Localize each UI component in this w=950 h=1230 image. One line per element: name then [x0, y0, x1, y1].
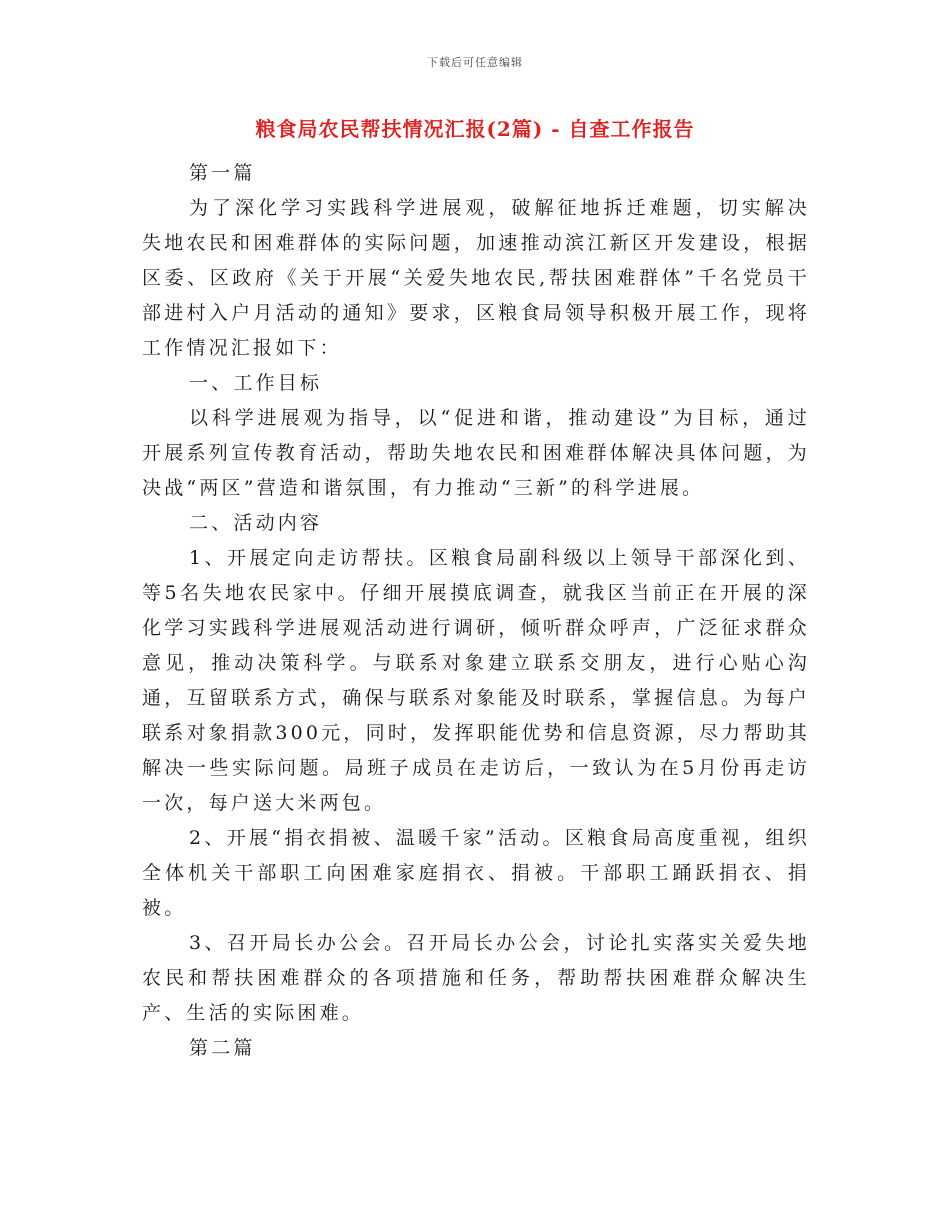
section-one-paragraph: 以科学进展观为指导，以“促进和谐，推动建设”为目标，通过开展系列宣传教育活动，帮助失地农民和困难群体解决具体问题，为决战“两区”营造和谐氛围，有力推动“三新”的科学进展。: [142, 407, 810, 499]
part-two-label: 第二篇: [189, 1037, 256, 1059]
item-two-paragraph: 2、开展“捐衣捐被、温暖千家”活动。区粮食局高度重视，组织全体机关干部职工向困难家庭捐衣、捐被。干部职工踊跃捐衣、捐被。: [142, 827, 810, 919]
document-title: 粮食局农民帮扶情况汇报(2篇) - 自查工作报告: [255, 117, 695, 141]
item-three-paragraph: 3、召开局长办公会。召开局长办公会，讨论扎实落实关爱失地农民和帮扶困难群众的各项措施和任务，帮助帮扶困难群众解决生产、生活的实际困难。: [142, 932, 810, 1024]
part-one-label: 第一篇: [189, 162, 256, 184]
item-one-paragraph: 1、开展定向走访帮扶。区粮食局副科级以上领导干部深化到、等5名失地农民家中。仔细开展摸底调查，就我区当前正在开展的深化学习实践科学进展观活动进行调研，倾听群众呼声，广泛征求群众意见，推动决策科学。与联系对象建立联系交朋友，进行心贴心沟通，互留联系方式，确保与联系对象能及时联系，掌握信息。为每户联系对象捐款300元，同时，发挥职能优势和信息资源，尽力帮助其解决一些实际问题。局班子成员在走访后，一致认为在5月份再走访一次，每户送大米两包。: [142, 547, 810, 814]
intro-paragraph: 为了深化学习实践科学进展观，破解征地拆迁难题，切实解决失地农民和困难群体的实际问题，加速推动滨江新区开发建设，根据区委、区政府《关于开展“关爱失地农民,帮扶困难群体”千名党员干部进村入户月活动的通知》要求，区粮食局领导积极开展工作，现将工作情况汇报如下：: [142, 197, 810, 359]
document-body: [142, 156, 810, 1066]
section-one-heading: 一、工作目标: [189, 372, 323, 394]
section-two-heading: 二、活动内容: [189, 512, 323, 534]
header-note: 下载后可任意编辑: [427, 56, 523, 69]
